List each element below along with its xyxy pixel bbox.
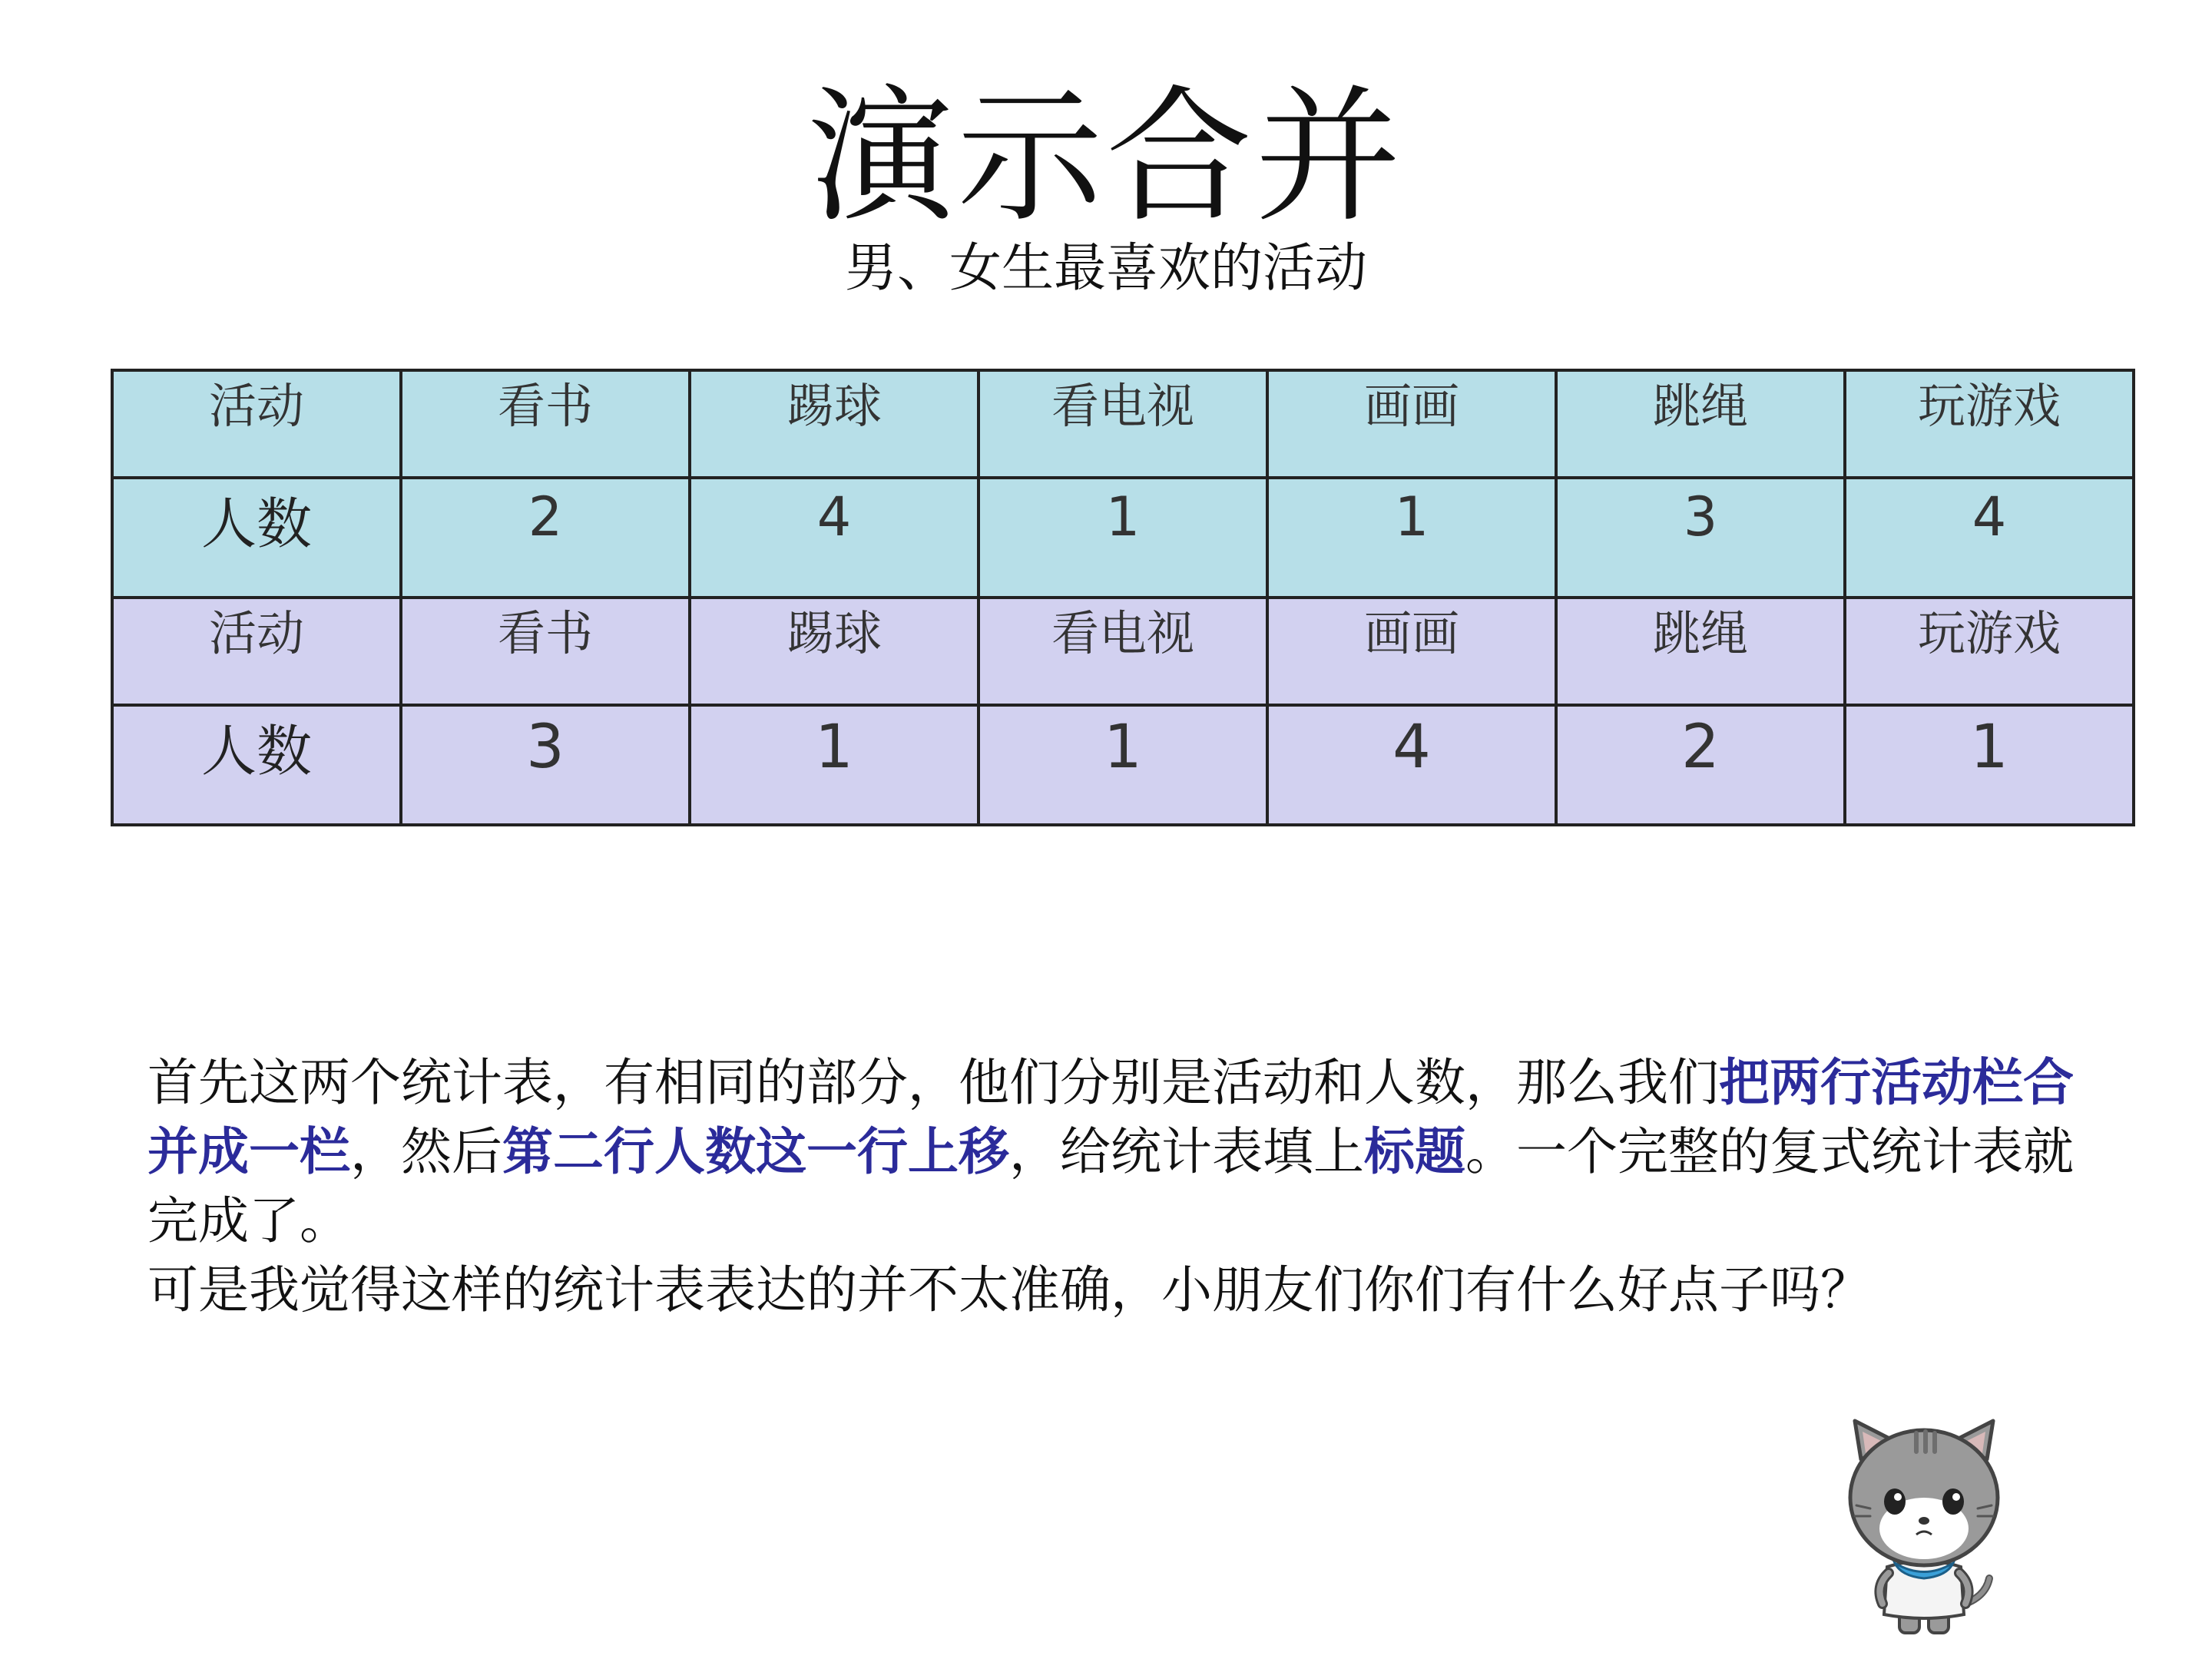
activity-name: 跳绳 — [1652, 605, 1748, 661]
count-value: 3 — [1683, 485, 1718, 548]
text-run: 首先这两个统计表，有相同的部分，他们分别是活动和人数，那么我们 — [147, 1053, 1719, 1112]
table-cell — [979, 478, 1267, 598]
table-cell — [690, 705, 979, 825]
count-value: 3 — [526, 713, 565, 782]
activity-name: 画画 — [1363, 605, 1459, 661]
row-header-activity: 活动 — [208, 605, 304, 661]
count-value: 1 — [1394, 485, 1429, 548]
count-value: 4 — [1392, 713, 1431, 782]
table-cell — [1556, 370, 1845, 478]
table-cell — [979, 598, 1267, 705]
count-value: 1 — [1970, 713, 2008, 782]
table-cell — [979, 705, 1267, 825]
table-cell — [1267, 478, 1556, 598]
activity-name: 踢球 — [786, 378, 882, 434]
explanation-text — [147, 1048, 2098, 1325]
boys-activity-row — [112, 370, 2134, 478]
count-value: 1 — [1104, 713, 1142, 782]
question-paragraph: 可是我觉得这样的统计表表达的并不太准确，小朋友们你们有什么好点子吗？ — [147, 1260, 1871, 1320]
activity-name: 看书 — [497, 605, 593, 661]
table-cell — [112, 705, 401, 825]
activity-name: 玩游戏 — [1917, 378, 2061, 434]
table-cell — [690, 598, 979, 705]
activity-name: 玩游戏 — [1917, 605, 2061, 661]
page-title: 演示合并 — [807, 72, 1404, 242]
table-cell — [401, 705, 690, 825]
table-cell — [690, 478, 979, 598]
text-run: ，然后 — [350, 1122, 502, 1181]
table-cell — [1267, 705, 1556, 825]
table-cell — [112, 478, 401, 598]
table-cell — [1556, 478, 1845, 598]
table-cell — [1267, 598, 1556, 705]
boys-count-row — [112, 478, 2134, 598]
table-cell — [401, 478, 690, 598]
count-value: 1 — [815, 713, 853, 782]
row-header-count: 人数 — [200, 492, 312, 556]
text-run: 。一个完整的复式统计表就完成了。 — [147, 1122, 2074, 1250]
count-value: 4 — [1972, 485, 2007, 548]
table-cell — [979, 370, 1267, 478]
girls-activity-row — [112, 598, 2134, 705]
table-cell — [1845, 478, 2134, 598]
table-cell — [1556, 598, 1845, 705]
count-value: 4 — [816, 485, 852, 548]
table-cell — [401, 598, 690, 705]
activity-stats-table — [111, 369, 2135, 826]
activity-name: 踢球 — [786, 605, 882, 661]
activity-name: 看电视 — [1051, 378, 1194, 434]
table-cell — [1556, 705, 1845, 825]
activity-name: 看电视 — [1051, 605, 1194, 661]
table-cell — [1845, 598, 2134, 705]
table-caption: 男、女生最喜欢的活动 — [844, 238, 1367, 299]
table-cell — [1845, 705, 2134, 825]
row-header-count: 人数 — [200, 719, 312, 783]
table-cell — [1845, 370, 2134, 478]
table-cell — [112, 598, 401, 705]
activity-name: 看书 — [497, 378, 593, 434]
highlight-merge-rows: 把两行活动栏合并成一栏 — [147, 1053, 2074, 1181]
highlight-move-row-up: 第二行人数这一行上移 — [502, 1122, 1009, 1181]
highlight-title: 标题 — [1364, 1122, 1465, 1181]
explanation-paragraph — [147, 1048, 2098, 1256]
activity-name: 画画 — [1363, 378, 1459, 434]
count-value: 2 — [1681, 713, 1720, 782]
row-header-activity: 活动 — [208, 378, 304, 434]
activity-name: 跳绳 — [1652, 378, 1748, 434]
girls-count-row — [112, 705, 2134, 825]
table-cell — [401, 370, 690, 478]
count-value: 1 — [1105, 485, 1141, 548]
table-cell — [112, 370, 401, 478]
table-cell — [1267, 370, 1556, 478]
text-run: ，给统计表填上 — [1009, 1122, 1364, 1181]
gray-cat-mascot-icon — [1832, 1413, 2016, 1644]
table-cell — [690, 370, 979, 478]
count-value: 2 — [528, 485, 563, 548]
